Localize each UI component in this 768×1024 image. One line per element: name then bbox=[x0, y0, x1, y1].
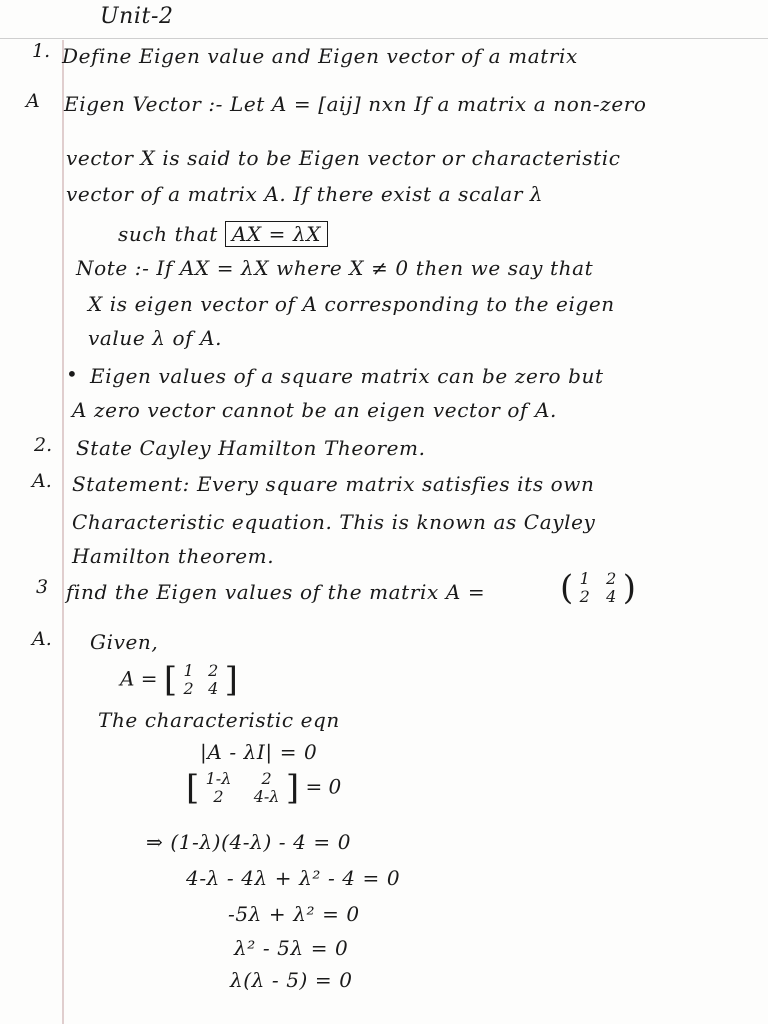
question-2-number: 2. bbox=[34, 434, 53, 456]
matrix-cell: 4 bbox=[208, 679, 219, 698]
given-matrix-col-1 bbox=[184, 662, 194, 698]
answer-2-line-3: Hamilton theorem. bbox=[72, 544, 275, 568]
given-matrix-right-bracket: ] bbox=[224, 660, 238, 700]
answer-1-line-4 bbox=[118, 222, 328, 246]
a-equals: A = bbox=[120, 666, 158, 691]
step-3: ⇒ (1-λ)(4-λ) - 4 = 0 bbox=[146, 830, 352, 854]
matrix-cell: 4 bbox=[606, 587, 617, 606]
matrix-cell: 1-λ bbox=[205, 769, 232, 788]
note-line-3: value λ of A. bbox=[88, 326, 223, 350]
answer-3-marker: A. bbox=[32, 628, 52, 650]
det-matrix-col-2 bbox=[254, 770, 280, 806]
characteristic-label: The characteristic eqn bbox=[98, 708, 340, 732]
det-matrix-row bbox=[186, 768, 341, 808]
question-3-matrix bbox=[560, 568, 636, 608]
matrix-cell: 2 bbox=[261, 769, 272, 788]
unit-title: Unit-2 bbox=[100, 4, 174, 29]
matrix-cell: 1 bbox=[579, 569, 590, 588]
step-7: λ(λ - 5) = 0 bbox=[230, 968, 353, 992]
answer-1-line-3: vector of a matrix A. If there exist a scalar λ bbox=[66, 182, 544, 206]
det-matrix-right-bracket: ] bbox=[285, 768, 300, 808]
question-3-number: 3 bbox=[36, 576, 49, 598]
given-matrix-row bbox=[120, 660, 238, 700]
answer-1-marker: A bbox=[26, 90, 40, 112]
given-label: Given, bbox=[90, 630, 159, 654]
matrix-cell: 2 bbox=[213, 787, 224, 806]
point-line-2: A zero vector cannot be an eigen vector of A. bbox=[72, 398, 557, 422]
answer-1-line-2: vector X is said to be Eigen vector or characteristic bbox=[66, 146, 621, 170]
note-line-2: X is eigen vector of A corresponding to the eigen bbox=[88, 292, 615, 316]
matrix-cell: 1 bbox=[183, 661, 194, 680]
matrix-cell: 2 bbox=[579, 587, 590, 606]
matrix-cell: 2 bbox=[183, 679, 194, 698]
point-line-1: Eigen values of a square matrix can be zero but bbox=[90, 364, 604, 388]
boxed-equation: AX = λX bbox=[225, 221, 328, 247]
margin-line bbox=[62, 40, 64, 1024]
det-equals-zero: = 0 bbox=[305, 774, 342, 799]
question-1-number: 1. bbox=[32, 40, 51, 62]
step-5: -5λ + λ² = 0 bbox=[228, 902, 360, 926]
question-2-text: State Cayley Hamilton Theorem. bbox=[76, 436, 426, 460]
step-1: |A - λI| = 0 bbox=[200, 740, 318, 764]
given-matrix-col-2 bbox=[208, 662, 218, 698]
answer-2-line-2: Characteristic equation. This is known as Cayley bbox=[72, 510, 596, 534]
answer-2-line-1: Statement: Every square matrix satisfies its own bbox=[72, 472, 595, 496]
step-4: 4-λ - 4λ + λ² - 4 = 0 bbox=[186, 866, 401, 890]
such-that-text: such that bbox=[118, 222, 218, 246]
matrix-cell: 2 bbox=[606, 569, 617, 588]
question-1-text: Define Eigen value and Eigen vector of a matrix bbox=[62, 44, 578, 68]
bullet-dot: • bbox=[66, 362, 79, 386]
question-3-text: find the Eigen values of the matrix A = bbox=[66, 580, 486, 604]
matrix-cell: 4-λ bbox=[253, 787, 280, 806]
matrix-col-2 bbox=[606, 570, 616, 606]
matrix-col-1 bbox=[580, 570, 590, 606]
step-6: λ² - 5λ = 0 bbox=[234, 936, 349, 960]
answer-2-marker: A. bbox=[32, 470, 52, 492]
matrix-cell: 2 bbox=[208, 661, 219, 680]
matrix-right-paren: ) bbox=[622, 568, 636, 608]
det-matrix-left-bracket: [ bbox=[186, 768, 200, 808]
det-matrix-col-1 bbox=[206, 770, 232, 806]
answer-1-line-1: Eigen Vector :- Let A = [aij] nxn If a matrix a non-zero bbox=[64, 92, 647, 116]
note-line-1: Note :- If AX = λX where X ≠ 0 then we say that bbox=[76, 256, 594, 280]
top-rule bbox=[0, 38, 768, 39]
matrix-left-paren: ( bbox=[560, 568, 574, 608]
given-matrix-left-bracket: [ bbox=[163, 660, 178, 700]
